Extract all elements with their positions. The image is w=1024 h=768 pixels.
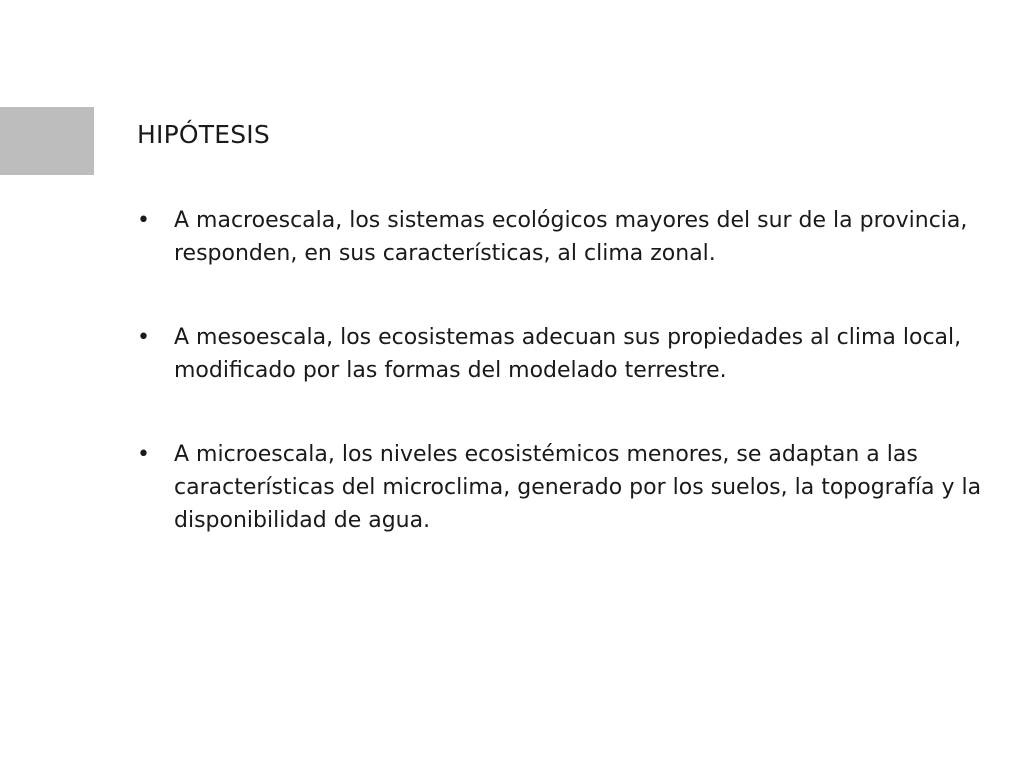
accent-block [0, 107, 94, 175]
bullet-list [137, 204, 997, 588]
bullet-text: A macroescala, los sistemas ecológicos mayores del sur de la provincia, responden, en sus características, al clima zonal. [174, 208, 968, 266]
slide-title: HIPÓTESIS [137, 120, 270, 149]
bullet-item [137, 321, 997, 387]
bullet-text: A mesoescala, los ecosistemas adecuan sus propiedades al clima local, modificado por las formas del modelado terrestre. [174, 325, 962, 383]
bullet-text: A microescala, los niveles ecosistémicos menores, se adaptan a las características del microclima, generado por los suelos, la topografía y la disponibilidad de agua. [174, 442, 982, 533]
bullet-dot-icon: • [137, 208, 150, 233]
bullet-dot-icon: • [137, 325, 150, 350]
bullet-item [137, 438, 997, 537]
bullet-item [137, 204, 997, 270]
bullet-dot-icon: • [137, 442, 150, 467]
